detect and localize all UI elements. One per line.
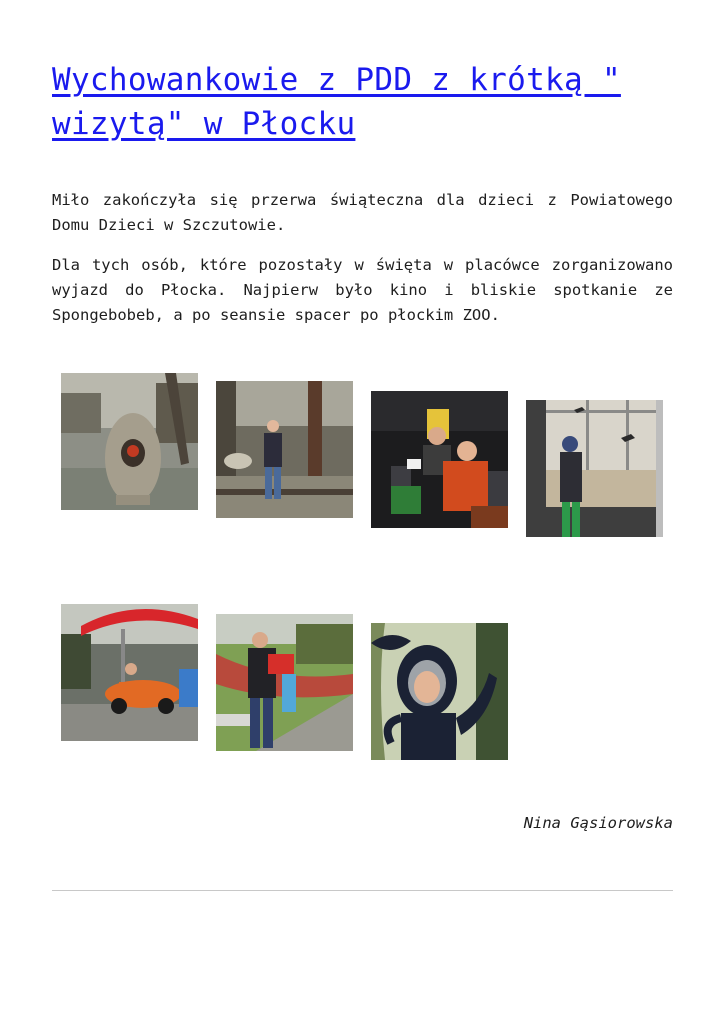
zoo-window-boy-photo[interactable] (526, 400, 663, 537)
footer-divider (52, 890, 673, 891)
author-signature: Nina Gąsiorowska (523, 814, 673, 832)
park-path-piggyback-photo[interactable] (216, 614, 353, 751)
article-title[interactable]: Wychowankowie z PDD z krótką " wizytą" w Płocku (52, 62, 621, 142)
zoo-enclosure-girl-photo[interactable] (216, 381, 353, 518)
kiddie-ride-car-photo[interactable] (61, 604, 198, 741)
monkey-cutout-photo[interactable] (371, 623, 508, 760)
article-paragraph-2: Dla tych osób, które pozostały w święta w placówce zorganizowano wyjazd do Płocka. Najpierw było kino i bliskie spotkanie ze Spongebobeb, a po seansie spacer po płockim ZOO. (52, 256, 673, 324)
zoo-egg-sculpture-photo[interactable] (61, 373, 198, 510)
cinema-boys-photo[interactable] (371, 391, 508, 528)
article-paragraph-1: Miło zakończyła się przerwa świąteczna dla dzieci z Powiatowego Domu Dzieci w Szczutowie. (52, 191, 673, 234)
